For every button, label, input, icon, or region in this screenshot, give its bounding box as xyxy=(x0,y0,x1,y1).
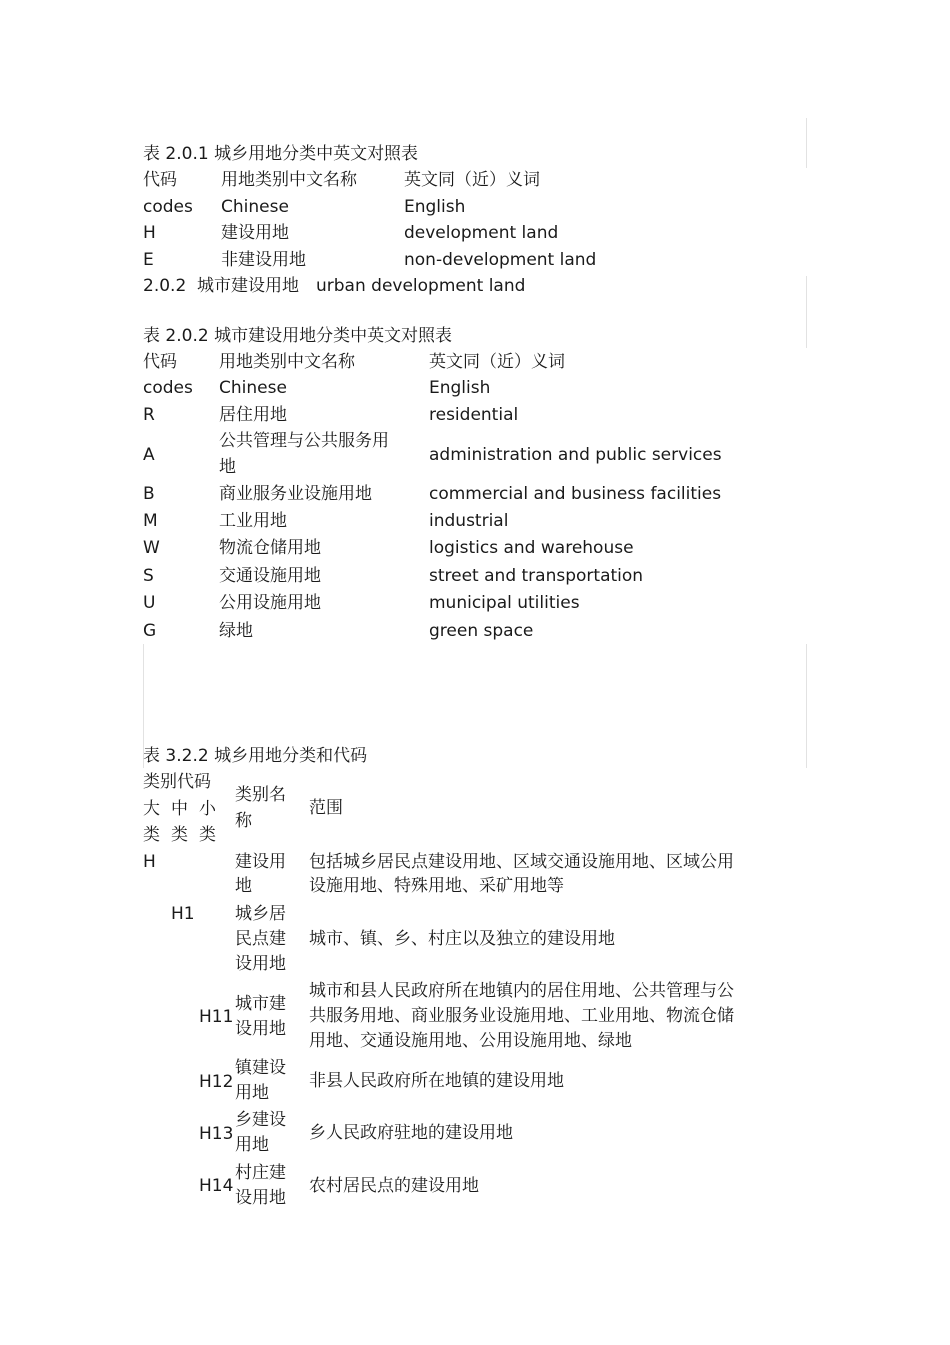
table2-row-cn: 交通设施用地 xyxy=(219,566,321,586)
table2-row-code: A xyxy=(143,445,155,465)
table2-row-cn-wrap: 地 xyxy=(219,457,236,477)
table1-subheader-cn: Chinese xyxy=(221,197,289,217)
table2-row-code: S xyxy=(143,566,154,586)
table3-row-scope: 城市、镇、乡、村庄以及独立的建设用地 xyxy=(309,929,615,949)
table2-row-en: industrial xyxy=(429,511,509,531)
table2-caption: 表 2.0.2 城市建设用地分类中英文对照表 xyxy=(143,326,453,346)
table3-caption: 表 3.2.2 城乡用地分类和代码 xyxy=(143,746,368,766)
table3-row-name: 设用地 xyxy=(235,1188,286,1208)
section-title-cn: 城市建设用地 xyxy=(197,276,299,296)
table3-row-code: H14 xyxy=(199,1176,234,1196)
table3-row-name: 乡建设 xyxy=(235,1110,286,1130)
table2-subheader-code: codes xyxy=(143,378,193,398)
table2-row-en: green space xyxy=(429,621,534,641)
table1-row-code: E xyxy=(143,250,154,270)
table2-header-cn: 用地类别中文名称 xyxy=(219,352,355,372)
table3-row-code: H12 xyxy=(199,1072,234,1092)
table3-header-code: 类别代码 xyxy=(143,772,211,792)
table2-header-en: 英文同（近）义词 xyxy=(429,352,565,372)
table3-row-scope: 城市和县人民政府所在地镇内的居住用地、公共管理与公 xyxy=(309,981,734,1001)
table1-header-code: 代码 xyxy=(143,170,177,190)
table3-row-name: 城市建 xyxy=(235,994,286,1014)
table2-row-en: street and transportation xyxy=(429,566,644,586)
table3-row-name: 城乡居 xyxy=(235,904,286,924)
table2-row-cn: 公共管理与公共服务用 xyxy=(219,431,389,451)
table3-row-name: 设用地 xyxy=(235,1019,286,1039)
table3-row-code: H11 xyxy=(199,1007,234,1027)
table2-row-code: M xyxy=(143,511,158,531)
section-number: 2.0.2 xyxy=(143,276,187,296)
table2-row-code: B xyxy=(143,484,155,504)
table3-row-scope: 非县人民政府所在地镇的建设用地 xyxy=(309,1071,564,1091)
table1-caption: 表 2.0.1 城乡用地分类中英文对照表 xyxy=(143,144,419,164)
table2-row-en: logistics and warehouse xyxy=(429,538,634,558)
table3-row-name: 民点建 xyxy=(235,929,286,949)
table3-header-level-major-2: 类 xyxy=(143,825,160,845)
table3-row-name: 建设用 xyxy=(235,852,286,872)
table2-row-code: W xyxy=(143,538,160,558)
right-guide-line-3 xyxy=(806,644,807,768)
table3-header-level-middle-2: 类 xyxy=(171,825,188,845)
section-title-en: urban development land xyxy=(316,276,526,296)
table3-header-level-minor-2: 类 xyxy=(199,825,216,845)
table2-row-en: municipal utilities xyxy=(429,593,580,613)
table2-subheader-en: English xyxy=(429,378,491,398)
table2-row-code: R xyxy=(143,405,155,425)
table3-row-code: H1 xyxy=(171,904,195,924)
table3-header-level-middle: 中 xyxy=(171,799,188,819)
table3-row-name: 镇建设 xyxy=(235,1058,286,1078)
table2-row-code: U xyxy=(143,593,156,613)
table2-subheader-cn: Chinese xyxy=(219,378,287,398)
table3-row-scope: 设施用地、特殊用地、采矿用地等 xyxy=(309,876,564,896)
table2-row-cn: 商业服务业设施用地 xyxy=(219,484,372,504)
table2-row-cn: 绿地 xyxy=(219,621,253,641)
table2-row-cn: 公用设施用地 xyxy=(219,593,321,613)
table1-header-cn: 用地类别中文名称 xyxy=(221,170,357,190)
table3-header-scope: 范围 xyxy=(309,798,343,818)
table1-row-cn: 建设用地 xyxy=(221,223,289,243)
table1-subheader-code: codes xyxy=(143,197,193,217)
table3-header-name-wrap: 称 xyxy=(235,811,252,831)
table3-row-name: 用地 xyxy=(235,1083,269,1103)
table3-header-name: 类别名 xyxy=(235,785,286,805)
table3-row-name: 用地 xyxy=(235,1135,269,1155)
table3-row-name: 地 xyxy=(235,876,252,896)
table3-row-scope: 乡人民政府驻地的建设用地 xyxy=(309,1123,513,1143)
table2-row-en: administration and public services xyxy=(429,445,722,465)
table2-row-cn: 物流仓储用地 xyxy=(219,538,321,558)
right-guide-line-1 xyxy=(806,118,807,168)
table2-header-code: 代码 xyxy=(143,352,177,372)
table2-row-cn: 工业用地 xyxy=(219,511,287,531)
table2-row-cn: 居住用地 xyxy=(219,405,287,425)
table1-subheader-en: English xyxy=(404,197,466,217)
table3-row-scope: 包括城乡居民点建设用地、区域交通设施用地、区域公用 xyxy=(309,852,734,872)
table1-row-en: development land xyxy=(404,223,559,243)
table3-row-code: H13 xyxy=(199,1124,234,1144)
table1-row-en: non-development land xyxy=(404,250,597,270)
table3-row-name: 村庄建 xyxy=(235,1163,286,1183)
table2-row-en: residential xyxy=(429,405,519,425)
table3-row-name: 设用地 xyxy=(235,954,286,974)
table1-header-en: 英文同（近）义词 xyxy=(404,170,540,190)
table1-row-code: H xyxy=(143,223,156,243)
table3-row-scope: 用地、交通设施用地、公用设施用地、绿地 xyxy=(309,1031,632,1051)
right-guide-line-2 xyxy=(806,276,807,348)
table3-row-code: H xyxy=(143,852,156,872)
table2-row-code: G xyxy=(143,621,157,641)
table2-row-en: commercial and business facilities xyxy=(429,484,722,504)
table3-header-level-minor: 小 xyxy=(199,799,216,819)
table3-header-level-major: 大 xyxy=(143,799,160,819)
table3-row-scope: 共服务用地、商业服务业设施用地、工业用地、物流仓储 xyxy=(309,1006,734,1026)
table3-row-scope: 农村居民点的建设用地 xyxy=(309,1176,479,1196)
table1-row-cn: 非建设用地 xyxy=(221,250,306,270)
